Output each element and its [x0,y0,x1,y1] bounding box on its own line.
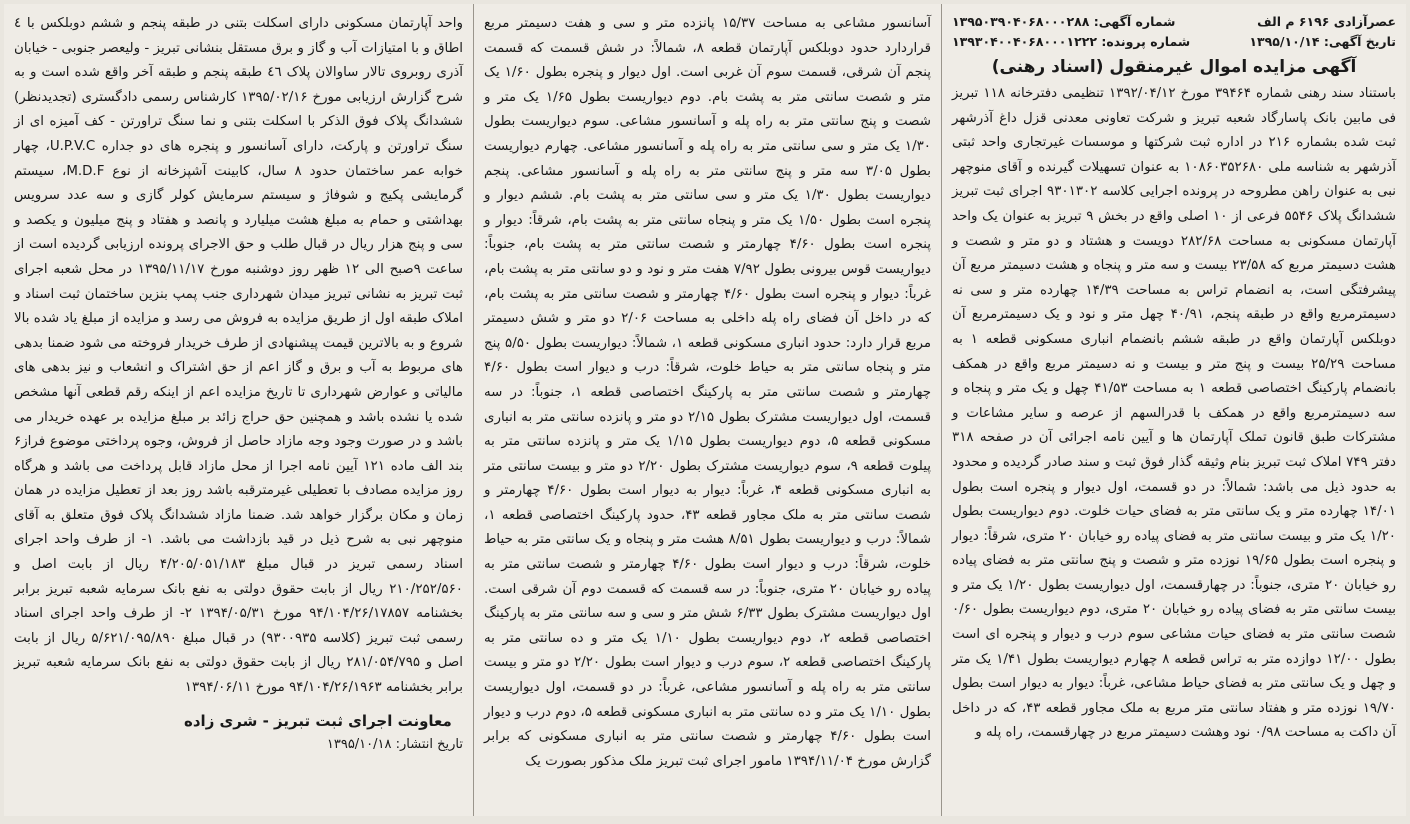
newspaper-notice [4,4,1406,816]
file-number: شماره پرونده: ۱۳۹۳۰۴۰۰۴۰۶۸۰۰۰۱۲۲۲ [952,34,1191,49]
column-left [4,4,473,816]
body-text-col2: آسانسور مشاعی به مساحت ۱۵/۳۷ پانزده متر و سی و هفت دسیمتر مربع قراردارد حدود دوبلکس آپارتمان قطعه ۸، شمالاً: در شش قسمت که قسمت پنجم آن شرقی، قسمت سوم آن غربی است. اول دیوار و پنجره بطول ۱/۶۰ یک متر و شصت سانتی متر به پشت بام. دوم دیواریست بطول ۱/۶۵ یک متر و شصت و پنج سانتی متر به راه پله و آسانسور مشاعی. سوم دیواریست بطول ۱/۳۰ یک متر و سی سانتی متر به راه پله و آسانسور مشاعی. چهارم دیواریست بطول ۳/۰۵ سه متر و پنج سانتی متر به راه پله و آسانسور مشاعی. پنجم دیواریست بطول ۱/۳۰ یک متر و سی سانتی متر به پشت بام. ششم دیوار و پنجره است بطول ۱/۵۰ یک متر و پنجاه سانتی متر به پشت بام، شرقاً: دیوار و پنجره است بطول ۴/۶۰ چهارمتر و شصت سانتی متر به پشت بام، جنوباً: دیواریست قوس بیرونی بطول ۷/۹۲ هفت متر و نود و دو سانتی متر به پشت بام، غرباً: دیوار و پنجره است بطول ۴/۶۰ چهارمتر و شصت سانتی متر به پشت بام، که در داخل آن فضای راه پله داخلی به مساحت ۲/۰۶ دو متر و شش دسیمتر مربع قرار دارد: حدود انباری مسکونی قطعه ۱، شمالاً: دیواریست بطول ۵/۵۰ پنج متر و پنجاه سانتی متر به حیاط خلوت، شرقاً: درب و دیوار است بطول ۴/۶۰ چهارمتر و شصت سانتی متر به پارکینگ اختصاصی قطعه ۱، جنوباً: در سه قسمت، اول دیواریست مشترک بطول ۲/۱۵ دو متر و پانزده سانتی متر به انباری مسکونی قطعه ۵، دوم دیواریست بطول ۱/۱۵ یک متر و پانزده سانتی متر به پیلوت قطعه ۹، سوم دیواریست مشترک بطول ۲/۲۰ دو متر و بیست سانتی متر به انباری مسکونی قطعه ۴، غرباً: دیوار به دیوار است بطول ۴/۶۰ چهارمتر و شصت سانتی متر به ملک مجاور قطعه ۴۳، حدود پارکینگ اختصاصی قطعه ۱، شمالاً: درب و دیواریست بطول ۸/۵۱ هشت متر و پنجاه و یک سانتی متر به حیاط خلوت، شرقاً: درب و دیوار است بطول ۴/۶۰ چهارمتر و شصت سانتی متر به پیاده رو خیابان ۲۰ متری، جنوباً: در سه قسمت که قسمت دوم آن شرقی است. اول دیواریست مشترک بطول ۶/۳۳ شش متر و سی و سه سانتی متر به پارکینگ اختصاصی قطعه ۲، دوم دیواریست بطول ۱/۱۰ یک متر و ده سانتی متر به پارکینگ اختصاصی قطعه ۲، سوم درب و دیوار است بطول ۲/۲۰ دو متر و بیست سانتی متر به راه پله و آسانسور مشاعی، غرباً: در دو قسمت، اول دیواریست بطول ۱/۱۰ یک متر و ده سانتی متر به انباری مسکونی قطعه ۵، دوم درب و دیوار است بطول ۴/۶۰ چهارمتر و شصت سانتی متر به انباری مسکونی که برابر گزارش مورخ ۱۳۹۴/۱۱/۰۴ مامور اجرای ثبت تبریز ملک مذکور بصورت یک [484,16,932,769]
column-right [941,4,1406,816]
publish-date: تاریخ انتشار: ۱۳۹۵/۱۰/۱۸ [326,737,463,753]
notice-meta-2 [952,32,1396,52]
body-text-col1: باستناد سند رهنی شماره ۳۹۴۶۴ مورخ ۱۳۹۲/۰۴/۱۲ تنظیمی دفترخانه ۱۱۸ تبریز فی مابین بانک پاسارگاد شعبه تبریز و شرکت تعاونی معدنی قزل داغ آذرشهر ثبت شده بشماره ۲۱۶ در اداره ثبت شرکتها و موسسات غیرتجاری واحد ثبتی آذرشهر به شناسه ملی ۱۰۸۶۰۳۵۲۶۸۰ به عنوان تسهیلات گیرنده و آقای منوچهر نبی به عنوان راهن مطروحه در پرونده اجرایی کلاسه ۹۳۰۱۳۰۲ اجرای ثبت تبریز ششدانگ پلاک ۵۵۴۶ فرعی از ۱۰ اصلی واقع در بخش ۹ تبریز به عنوان یک واحد آپارتمان مسکونی به مساحت ۲۸۲/۶۸ دویست و هشتاد و دو متر و شصت و هشت دسیمتر مربع که ۲۳/۵۸ بیست و سه متر و پنجاه و هشت دسیمتر مربع آن پیشرفتگی است، به انضمام تراس به مساحت ۱۴/۳۹ چهارده متر و سی نه دسیمترمربع واقع در طبقه پنجم، ۴۰/۹۱ چهل متر و نود و یک دسیمترمربع آن دوبلکس آپارتمان واقع در طبقه ششم بانضمام انباری مسکونی قطعه ۱ به مساحت ۲۵/۲۹ بیست و پنج متر و بیست و نه دسیمتر مربع واقع در همکف بانضمام پارکینگ اختصاصی قطعه ۱ به مساحت ۴۱/۵۳ چهل و یک متر و پنجاه و سه دسیمترمربع واقع در همکف با قدرالسهم از عرصه و سایر مشاعات و مشترکات طبق قانون تملک آپارتمان ها و آیین نامه اجرائی آن در صفحه ۳۱۸ دفتر ۷۴۹ املاک ثبت تبریز بنام وثیقه گذار فوق ثبت و سند صادر گردیده و محدود به حدود ذیل می باشد: شمالاً: در دو قسمت، اول دیوار و پنجره است بطول ۱۴/۰۱ چهارده متر و یک سانتی متر به فضای حیات خلوت. دوم دیواریست بطول ۱/۲۰ یک متر و بیست سانتی متر به فضای پیاده رو خیابان ۲۰ متری، شرقاً: دیوار و پنجره است بطول ۱۹/۶۵ نوزده متر و شصت و پنج سانتی متر به فضای پیاده رو خیابان ۲۰ متری، جنوباً: در چهارقسمت، اول دیواریست بطول ۱/۲۰ یک متر و بیست سانتی متر به فضای پیاده رو خیابان ۲۰ متری، دوم دیواریست بطول ۰/۶۰ شصت سانتی متر به فضای حیات مشاعی سوم درب و دیوار و پنجره ای است بطول ۱۲/۰۰ دوازده متر به تراس قطعه ۸ چهارم دیواریست بطول ۱/۴۱ یک متر و چهل و یک سانتی متر به فضای حیاط مشاعی، غرباً: دیوار به دیوار است بطول ۱۹/۷۰ نوزده متر و هفتاد سانتی متر مربع به ملک مجاور قطعه ۴۳، که در داخل آن داکت به مساحت ۰/۹۸ نود وهشت دسیمتر مربع در چهارقسمت، راه پله و [952,86,1396,741]
notice-meta [952,12,1396,32]
notice-number: شماره آگهی: ۱۳۹۵۰۳۹۰۴۰۶۸۰۰۰۲۸۸ [952,14,1176,29]
signature: معاونت اجرای ثبت تبریز - شری زاده [184,711,452,730]
newspaper-code: عصرآزادی ۶۱۹۶ م الف [1257,14,1396,29]
notice-title: آگهی مزایده اموال غیرمنقول (اسناد رهنی) [991,57,1357,77]
column-middle [473,4,941,816]
notice-date: تاریخ آگهی: ۱۳۹۵/۱۰/۱۴ [1249,34,1396,49]
body-text-col3: واحد آپارتمان مسکونی دارای اسکلت بتنی در طبقه پنجم و ششم دوبلکس با ٤ اطاق و با امتیازات آب و گاز و برق مستقل بنشانی تبریز - ولیعصر جنوبی - خیابان آذری روبروی تالار ساوالان پلاک ٤٦ طبقه پنجم و طبقه آخر واقع شده است و به شرح گزارش ارزیابی مورخ ۱۳۹۵/۰۲/۱۶ کارشناس رسمی دادگستری (تجدیدنظر) ششدانگ پلاک فوق الذکر با اسکلت بتنی و نما سنگ تراورتن - کف آمیزه ای از سنگ تراورتن و پارکت، دارای آسانسور و پنجره های دو جداره U.P.V.C، چهار خوابه عمر ساختمان حدود ۸ سال، کابینت آشپزخانه از نوع M.D.F، سیستم گرمایشی پکیج و شوفاژ و سیستم سرمایش کولر گازی و سه عدد سرویس بهداشتی و حمام به مبلغ هشت میلیارد و پانصد و هفتاد و پنج میلیون و یکصد و سی و پنج هزار ریال در قبال طلب و حق الاجرای پرونده ارزیابی گردیده است از ساعت ۹صبح الی ۱۲ ظهر روز دوشنبه مورخ ۱۳۹۵/۱۱/۱۷ در محل شعبه اجرای ثبت تبریز به نشانی تبریز میدان شهرداری جنب پمپ بنزین ساختمان ثبت اسناد و املاک طبقه اول از طریق مزایده به فروش می رسد و مزایده از مبلغ یاد شده بالا شروع و به بالاترین قیمت پیشنهادی از طرف خریدار فروخته می شود ضمنا بدهی های مربوط به آب و برق و گاز اعم از حق اشتراک و انشعاب و نیز بدهی های مالیاتی و عوارض شهرداری تا تاریخ مزایده اعم از اینکه رقم قطعی آنها مشخص شده یا نشده باشد و همچنین حق حراج زائد بر مبلغ مزایده بر عهده خریدار می باشد و در صورت وجود وجه مازاد حاصل از فروش، وجوه پرداختی موضوع فراز۶ بند الف ماده ۱۲۱ آیین نامه اجرا از محل مازاد قابل پرداخت می باشد و هرگاه روز مزایده مصادف با تعطیلی غیرمترقبه باشد روز بعد از تعطیل مزایده در همان زمان و مکان برگزار خواهد شد. ضمنا مازاد ششدانگ پلاک فوق متعلق به آقای منوچهر نبی به شرح ذیل در قید بازداشت می باشد. ۱- از طرف واحد اجرای اسناد رسمی تبریز در قبال مبلغ ۴/۲۰۵/۰۵۱/۱۸۳ ریال از بابت اصل و ۲۱۰/۲۵۲/۵۶۰ ریال از بابت حقوق دولتی به نفع بانک سرمایه شعبه تبریز برابر بخشنامه ۹۴/۱۰۴/۲۶/۱۷۸۵۷ مورخ ۱۳۹۴/۰۵/۳۱ ۲- از طرف واحد اجرای اسناد رسمی ثبت تبریز (کلاسه ۹۳۰۰۹۳۵) در قبال مبلغ ۵/۶۲۱/۰۹۵/۸۹۰ ریال از بابت اصل و ۲۸۱/۰۵۴/۷۹۵ ریال از بابت حقوق دولتی به نفع بانک سرمایه شعبه تبریز برابر بخشنامه ۹۴/۱۰۴/۲۶/۱۹۶۳ مورخ ۱۳۹۴/۰۶/۱۱ [14,16,464,696]
